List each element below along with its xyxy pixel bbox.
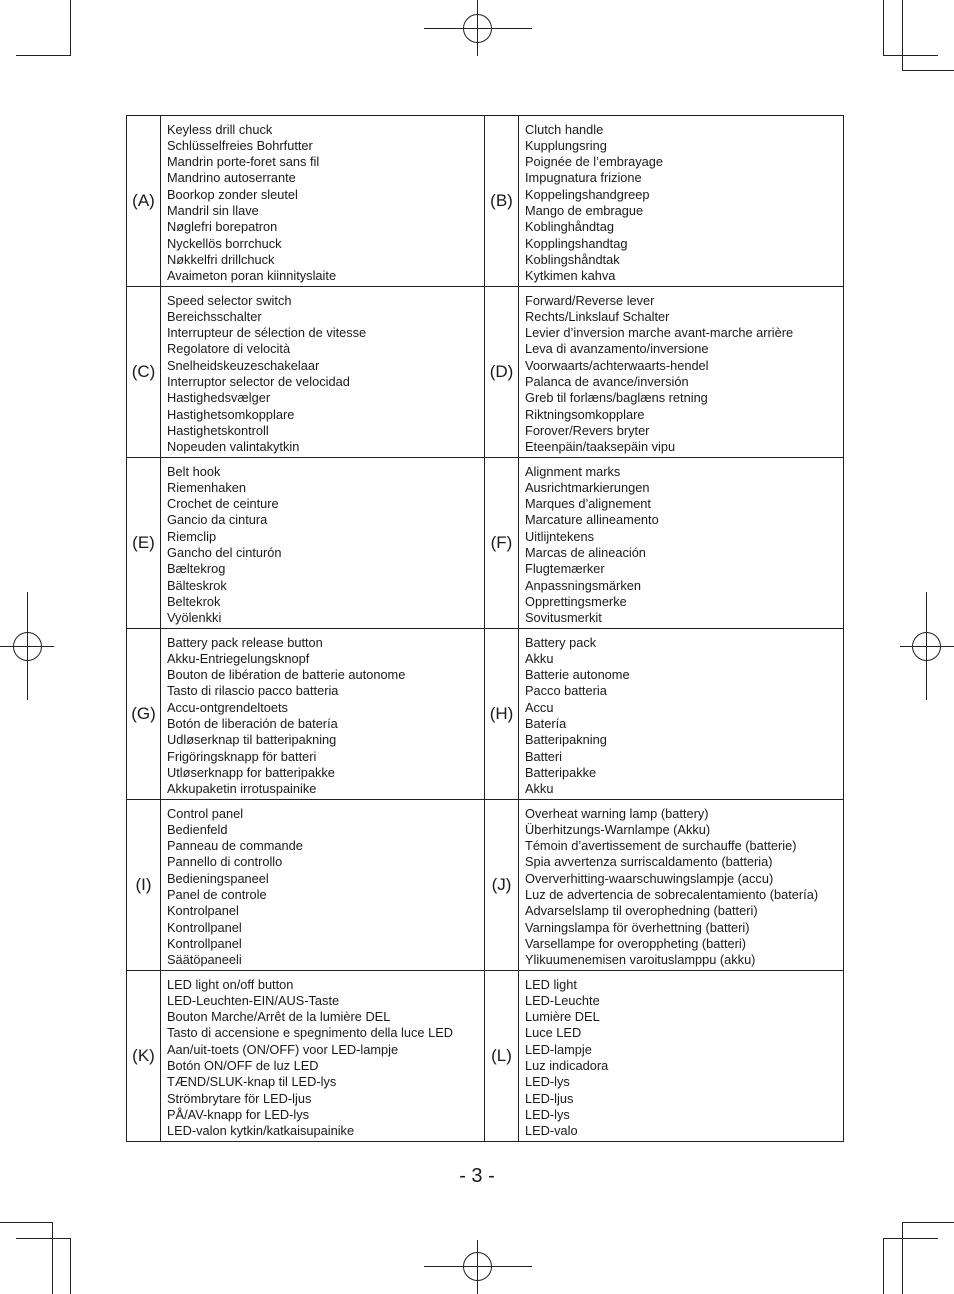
part-name: Kontrollpanel — [167, 935, 242, 951]
part-name: LED-Leuchte — [525, 992, 600, 1008]
part-name: Control panel — [167, 805, 244, 821]
part-names-cell — [161, 629, 485, 800]
part-name: Luce LED — [525, 1025, 582, 1041]
part-name: Uitlijntekens — [525, 528, 594, 544]
part-name: Panneau de commande — [167, 838, 303, 854]
part-label: (G) — [127, 629, 161, 800]
part-name: Bouton Marche/Arrêt de la lumière DEL — [167, 1009, 391, 1025]
part-name: Pannello di controllo — [167, 854, 283, 870]
part-name: Riemclip — [167, 528, 217, 544]
part-name: Spia avvertenza surriscaldamento (batteria) — [525, 854, 773, 870]
part-name: Flugtemærker — [525, 561, 605, 577]
part-names-cell — [519, 287, 844, 458]
part-name: Boorkop zonder sleutel — [167, 186, 298, 202]
part-name: Mandril sin llave — [167, 203, 259, 218]
part-name: Témoin d’avertissement de surchauffe (batterie) — [525, 838, 797, 854]
part-name: Leva di avanzamento/inversione — [525, 341, 709, 357]
parts-row — [127, 458, 844, 629]
part-name: Impugnatura frizione — [525, 170, 642, 186]
part-name: Keyless drill chuck — [167, 121, 273, 137]
part-name: Nyckellös borrchuck — [167, 235, 282, 251]
part-name: Interruptor selector de velocidad — [167, 374, 350, 389]
part-name: Hastighetsomkopplare — [167, 406, 295, 422]
part-name: Nøglefri borepatron — [167, 219, 278, 235]
part-name: Marcature allineamento — [525, 512, 659, 528]
part-label: (H) — [485, 629, 519, 800]
part-names-cell — [519, 116, 844, 287]
part-name: Hastighetskontroll — [167, 422, 269, 438]
part-name: Luz de advertencia de sobrecalentamiento (batería) — [525, 887, 819, 902]
part-name: Crochet de ceinture — [167, 496, 279, 512]
part-name: PÅ/AV-knapp for LED-lys — [167, 1106, 310, 1122]
part-name: Batterie autonome — [525, 667, 630, 683]
part-name: Nopeuden valintakytkin — [167, 439, 300, 455]
part-names-cell — [161, 116, 485, 287]
part-name: Udløserknap til batteripakning — [167, 732, 337, 748]
part-name: Interrupteur de sélection de vitesse — [167, 325, 367, 341]
part-name: Varsellampe for overoppheting (batteri) — [525, 935, 746, 951]
part-name: Poignée de l’embrayage — [525, 154, 664, 170]
part-names-cell — [161, 800, 485, 971]
part-name: Frigöringsknapp för batteri — [167, 748, 317, 764]
part-name: Panel de controle — [167, 887, 267, 902]
part-label: (L) — [485, 971, 519, 1142]
part-name: Mandrin porte-foret sans fil — [167, 154, 320, 170]
part-name: LED-lys — [525, 1106, 570, 1122]
part-name: LED-valo — [525, 1123, 578, 1139]
part-name: Koppelingshandgreep — [525, 186, 650, 202]
part-name: Rechts/Linkslauf Schalter — [525, 308, 670, 324]
parts-row — [127, 116, 844, 287]
part-name: LED-lys — [525, 1074, 570, 1090]
parts-table — [126, 115, 844, 1142]
part-name: Kupplungsring — [525, 137, 607, 153]
part-name: Lumière DEL — [525, 1009, 600, 1025]
part-name: Regolatore di velocità — [167, 341, 291, 357]
part-label: (J) — [485, 800, 519, 971]
part-name: Vyölenkki — [167, 610, 222, 626]
part-name: Ausrichtmarkierungen — [525, 479, 650, 495]
part-name: LED-lampje — [525, 1041, 592, 1057]
part-name: Batteripakning — [525, 732, 607, 748]
part-name: Koblingshåndtak — [525, 251, 620, 267]
part-name: Koblinghåndtag — [525, 219, 614, 235]
part-name: LED light on/off button — [167, 976, 294, 992]
part-name: Akku-Entriegelungsknopf — [167, 650, 310, 666]
part-name: Overheat warning lamp (battery) — [525, 805, 709, 821]
part-name: Kytkimen kahva — [525, 268, 616, 284]
part-name: Bedieningspaneel — [167, 870, 269, 886]
page-number: - 3 - — [459, 1165, 495, 1187]
part-name: Schlüsselfreies Bohrfutter — [167, 137, 313, 153]
part-label: (C) — [127, 287, 161, 458]
part-name: TÆND/SLUK-knap til LED-lys — [167, 1074, 337, 1090]
part-label: (D) — [485, 287, 519, 458]
part-name: Avaimeton poran kiinnityslaite — [167, 268, 337, 284]
part-name: Kontrollpanel — [167, 919, 242, 935]
part-name: Advarselslamp til overophedning (batteri) — [525, 903, 758, 919]
part-label: (K) — [127, 971, 161, 1142]
part-name: Tasto di rilascio pacco batteria — [167, 683, 339, 699]
part-name: Opprettingsmerke — [525, 593, 627, 609]
parts-row — [127, 287, 844, 458]
part-name: Battery pack release button — [167, 634, 323, 650]
part-names-cell — [161, 287, 485, 458]
part-name: Battery pack — [525, 634, 597, 650]
part-name: Forover/Revers bryter — [525, 422, 650, 438]
part-name: Bälteskrok — [167, 577, 227, 593]
part-name: Bedienfeld — [167, 821, 228, 837]
part-name: Akku — [525, 781, 554, 797]
part-name: Clutch handle — [525, 121, 604, 137]
part-name: Sovitusmerkit — [525, 610, 602, 626]
part-name: Gancio da cintura — [167, 512, 268, 528]
part-names-cell — [161, 458, 485, 629]
part-name: Säätöpaneeli — [167, 952, 242, 968]
part-name: Tasto di accensione e spegnimento della luce LED — [167, 1025, 453, 1041]
part-name: Akku — [525, 650, 554, 666]
part-name: Bæltekrog — [167, 561, 226, 577]
part-name: Batteri — [525, 748, 562, 764]
part-name: Varningslampa för överhettning (batteri) — [525, 919, 750, 935]
part-label: (B) — [485, 116, 519, 287]
part-name: Accu-ontgrendeltoets — [167, 699, 288, 715]
part-name: Voorwaarts/achterwaarts-hendel — [525, 357, 709, 373]
part-name: Forward/Reverse lever — [525, 292, 655, 308]
part-name: Belt hook — [167, 463, 221, 479]
part-label: (F) — [485, 458, 519, 629]
part-name: Überhitzungs-Warnlampe (Akku) — [525, 821, 711, 837]
part-name: Beltekrok — [167, 593, 221, 609]
part-name: Levier d’inversion marche avant-marche arrière — [525, 325, 794, 341]
part-name: Batería — [525, 716, 567, 731]
part-name: Nøkkelfri drillchuck — [167, 251, 275, 267]
part-name: Mandrino autoserrante — [167, 170, 296, 186]
part-name: LED-Leuchten-EIN/AUS-Taste — [167, 992, 340, 1008]
part-name: Mango de embrague — [525, 203, 644, 218]
part-name: Aan/uit-toets (ON/OFF) voor LED-lampje — [167, 1041, 399, 1057]
part-name: Palanca de avance/inversión — [525, 374, 689, 389]
part-name: Riemenhaken — [167, 479, 246, 495]
part-name: Utløserknapp for batteripakke — [167, 764, 335, 780]
part-name: Botón de liberación de batería — [167, 716, 338, 731]
part-label: (E) — [127, 458, 161, 629]
part-name: Kontrolpanel — [167, 903, 239, 919]
part-name: Greb til forlæns/baglæns retning — [525, 390, 708, 406]
part-name: LED-valon kytkin/katkaisupainike — [167, 1123, 355, 1139]
part-name: Batteripakke — [525, 764, 597, 780]
parts-row — [127, 971, 844, 1142]
part-name: LED-ljus — [525, 1090, 574, 1106]
part-name: Botón ON/OFF de luz LED — [167, 1058, 319, 1073]
part-name: Akkupaketin irrotuspainike — [167, 781, 317, 797]
part-name: Luz indicadora — [525, 1058, 609, 1073]
part-name: Accu — [525, 699, 554, 715]
part-name: Strömbrytare för LED-ljus — [167, 1090, 312, 1106]
part-name: Anpassningsmärken — [525, 577, 641, 593]
part-name: Alignment marks — [525, 463, 621, 479]
part-label: (A) — [127, 116, 161, 287]
part-names-cell — [519, 800, 844, 971]
part-name: Hastighedsvælger — [167, 390, 271, 406]
part-name: Riktningsomkopplare — [525, 406, 645, 422]
part-names-cell — [161, 971, 485, 1142]
part-names-cell — [519, 971, 844, 1142]
part-label: (I) — [127, 800, 161, 971]
part-name: Speed selector switch — [167, 292, 292, 308]
parts-table-body — [127, 116, 844, 1142]
part-names-cell — [519, 458, 844, 629]
part-name: Oververhitting-waarschuwingslampje (accu) — [525, 870, 774, 886]
part-name: Bereichsschalter — [167, 308, 262, 324]
part-name: Marcas de alineación — [525, 545, 646, 560]
part-name: Kopplingshandtag — [525, 235, 628, 251]
parts-row — [127, 629, 844, 800]
part-name: Pacco batteria — [525, 683, 607, 699]
part-name: Snelheidskeuzeschakelaar — [167, 357, 320, 373]
part-name: LED light — [525, 976, 577, 992]
part-name: Marques d’alignement — [525, 496, 651, 512]
part-names-cell — [519, 629, 844, 800]
parts-row — [127, 800, 844, 971]
part-name: Gancho del cinturón — [167, 545, 282, 560]
part-name: Eteenpäin/taaksepäin vipu — [525, 439, 676, 455]
part-name: Bouton de libération de batterie autonome — [167, 667, 406, 683]
part-name: Ylikuumenemisen varoituslamppu (akku) — [525, 952, 756, 968]
